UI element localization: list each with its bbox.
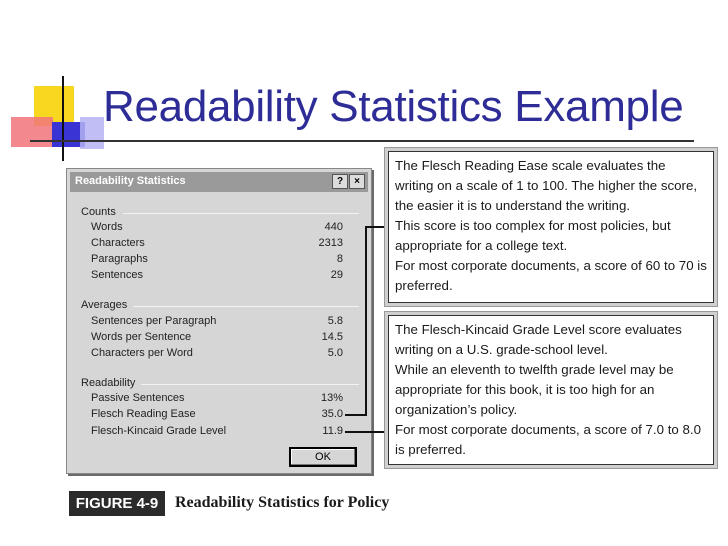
- readability-statistics-dialog: [66, 168, 372, 474]
- group-divider: [133, 306, 359, 307]
- dialog-titlebar: [70, 172, 368, 192]
- callout-flesch-kincaid: [388, 315, 714, 465]
- decorative-square-red: [11, 117, 53, 147]
- stat-value: 14.5: [321, 331, 343, 343]
- stat-label: Words per Sentence: [91, 331, 192, 343]
- stat-label: Flesch Reading Ease: [91, 408, 196, 420]
- stat-value: 11.9: [322, 425, 343, 437]
- stat-value: 13%: [320, 392, 343, 404]
- decorative-vertical-line: [62, 76, 64, 161]
- stat-label: Characters per Word: [91, 347, 193, 359]
- stat-label: Words: [91, 221, 123, 233]
- stat-row-flesch-kincaid-grade-level: [91, 425, 343, 440]
- stat-label: Paragraphs: [91, 253, 148, 265]
- help-button[interactable]: ?: [332, 174, 348, 189]
- callout-text: The Flesch Reading Ease scale evaluates the writing on a scale of 1 to 100. The higher the score, the easier it is to understand the writing.: [395, 158, 698, 213]
- stat-value: 35.0: [321, 408, 343, 420]
- callout-text: While an eleventh to twelfth grade level may be appropriate for this book, it is too high for an organization’s policy.: [395, 362, 674, 417]
- group-divider: [141, 384, 359, 385]
- stat-label: Passive Sentences: [91, 392, 185, 404]
- decorative-square-lightblue: [80, 117, 104, 149]
- stat-label: Characters: [91, 237, 145, 249]
- stat-value: 5.0: [327, 347, 343, 359]
- stat-label: Sentences: [91, 269, 143, 281]
- stat-value: 440: [324, 221, 343, 233]
- callout-text: This score is too complex for most policies, but appropriate for a college text.: [395, 218, 671, 253]
- stat-value: 5.8: [327, 315, 343, 327]
- stat-label: Sentences per Paragraph: [91, 315, 217, 327]
- connector-flesch-horizontal: [345, 414, 367, 416]
- stat-row-words-per-sentence: [91, 331, 343, 346]
- group-divider: [123, 213, 359, 214]
- stat-row-passive-sentences: [91, 392, 343, 407]
- figure-caption: Readability Statistics for Policy: [175, 494, 390, 511]
- dialog-title: Readability Statistics: [75, 175, 186, 187]
- slide-title: Readability Statistics Example: [103, 82, 684, 131]
- group-label-averages: Averages: [81, 299, 128, 311]
- stat-row-characters-per-word: [91, 347, 343, 362]
- stat-value: 8: [336, 253, 343, 265]
- stat-row-flesch-reading-ease: [91, 408, 343, 423]
- title-underline: [30, 140, 694, 142]
- callout-text: For most corporate documents, a score of 7.0 to 8.0 is preferred.: [395, 422, 701, 457]
- stat-row-characters: [91, 237, 343, 252]
- close-button[interactable]: ×: [349, 174, 365, 189]
- stat-row-paragraphs: [91, 253, 343, 268]
- callout-flesch-reading-ease: [388, 151, 714, 303]
- group-label-readability: Readability: [81, 377, 136, 389]
- group-label-counts: Counts: [81, 206, 116, 218]
- figure-badge: FIGURE 4-9: [69, 491, 165, 516]
- connector-flesch-vertical: [365, 226, 367, 416]
- callout-text: The Flesch-Kincaid Grade Level score evaluates writing on a U.S. grade-school level.: [395, 322, 682, 357]
- stat-row-sentences-per-paragraph: [91, 315, 343, 330]
- stat-value: 2313: [318, 237, 343, 249]
- stat-row-sentences: [91, 269, 343, 284]
- connector-flesch-to-callout: [365, 226, 387, 228]
- stat-label: Flesch-Kincaid Grade Level: [91, 425, 227, 437]
- connector-kincaid: [345, 431, 388, 433]
- ok-button[interactable]: OK: [289, 447, 357, 467]
- stat-row-words: [91, 221, 343, 236]
- callout-text: For most corporate documents, a score of 60 to 70 is preferred.: [395, 258, 707, 293]
- stat-value: 29: [330, 269, 343, 281]
